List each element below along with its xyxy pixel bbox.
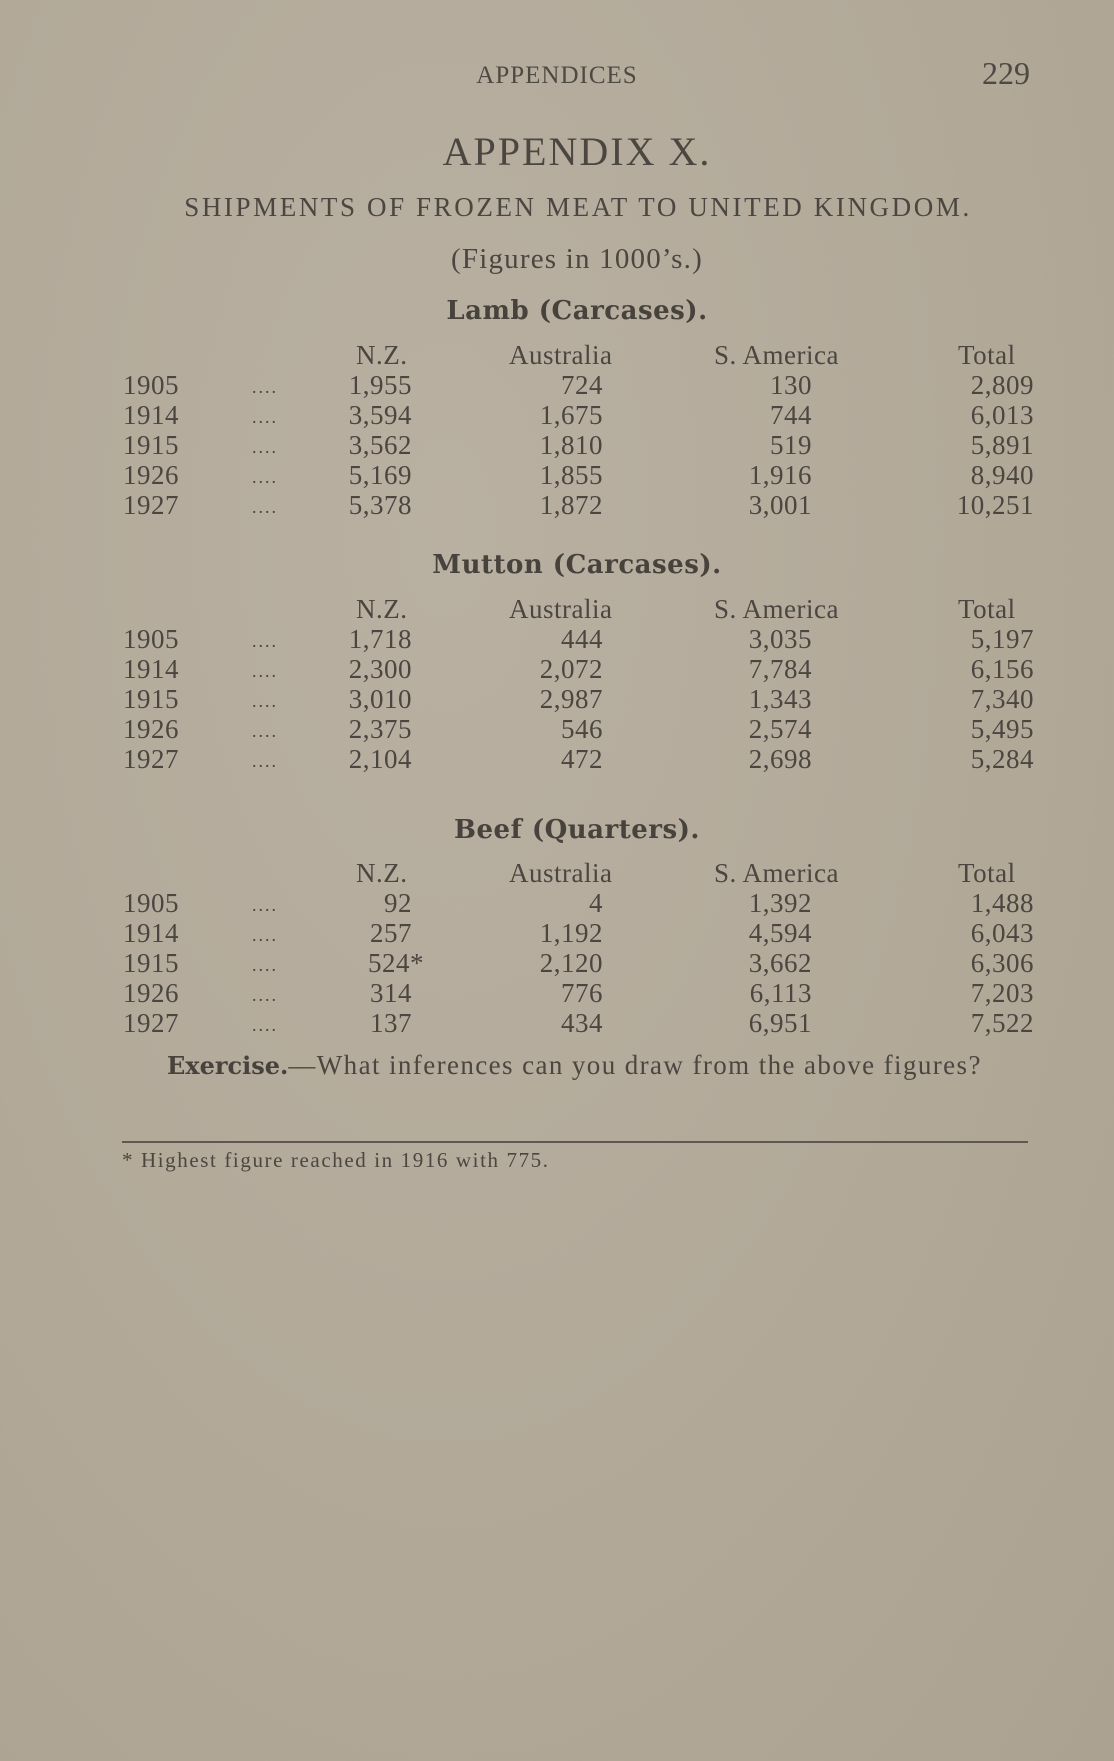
footnote-rule (122, 1141, 1028, 1143)
column-header-nz: N.Z. (356, 858, 408, 888)
year-cell: 1927 (123, 490, 179, 520)
table-row (0, 888, 1114, 918)
nz-cell: 5,378 (348, 490, 412, 520)
s-america-cell: 2,574 (748, 714, 812, 744)
year-cell: 1914 (123, 918, 179, 948)
table-row (0, 370, 1114, 400)
s-america-cell: 6,951 (748, 1008, 812, 1038)
s-america-cell: 1,343 (748, 684, 812, 714)
column-header-total: Total (958, 594, 1016, 624)
column-header-s-america: S. America (714, 340, 839, 370)
leader-dots: .... (252, 721, 278, 741)
leader-dots: .... (252, 985, 278, 1005)
column-header-australia: Australia (509, 340, 613, 370)
table-row (0, 684, 1114, 714)
year-cell: 1905 (123, 888, 179, 918)
nz-cell: 257 (370, 918, 412, 948)
total-cell: 5,284 (970, 744, 1034, 774)
running-head: APPENDICES (476, 62, 638, 89)
nz-cell: 2,375 (348, 714, 412, 744)
nz-cell: 5,169 (348, 460, 412, 490)
australia-cell: 434 (561, 1008, 603, 1038)
nz-cell: 314 (370, 978, 412, 1008)
leader-dots: .... (252, 955, 278, 975)
table-row (0, 978, 1114, 1008)
table-row (0, 490, 1114, 520)
page-number: 229 (982, 55, 1030, 91)
nz-cell: 3,562 (348, 430, 412, 460)
table-row (0, 744, 1114, 774)
table-header-mutton (0, 594, 1114, 624)
nz-cell: 92 (384, 888, 412, 918)
australia-cell: 1,855 (539, 460, 603, 490)
total-cell: 6,156 (970, 654, 1034, 684)
column-header-australia: Australia (509, 594, 613, 624)
australia-cell: 724 (561, 370, 603, 400)
s-america-cell: 7,784 (748, 654, 812, 684)
s-america-cell: 3,662 (748, 948, 812, 978)
nz-cell: 3,594 (348, 400, 412, 430)
table-row (0, 918, 1114, 948)
nz-cell: 1,718 (348, 624, 412, 654)
leader-dots: .... (252, 631, 278, 651)
table-row (0, 948, 1114, 978)
s-america-cell: 744 (770, 400, 812, 430)
year-cell: 1926 (123, 714, 179, 744)
total-cell: 7,340 (970, 684, 1034, 714)
leader-dots: .... (252, 661, 278, 681)
australia-cell: 1,675 (539, 400, 603, 430)
australia-cell: 472 (561, 744, 603, 774)
year-cell: 1914 (123, 654, 179, 684)
table-row (0, 654, 1114, 684)
table-row (0, 460, 1114, 490)
total-cell: 5,891 (970, 430, 1034, 460)
total-cell: 5,197 (970, 624, 1034, 654)
year-cell: 1905 (123, 624, 179, 654)
leader-dots: .... (252, 751, 278, 771)
australia-cell: 1,192 (539, 918, 603, 948)
table-row (0, 430, 1114, 460)
nz-cell: 1,955 (348, 370, 412, 400)
section-heading-beef: Beef (Quarters). (454, 815, 700, 845)
leader-dots: .... (252, 437, 278, 457)
year-cell: 1914 (123, 400, 179, 430)
nz-cell: 3,010 (348, 684, 412, 714)
year-cell: 1926 (123, 460, 179, 490)
s-america-cell: 1,392 (748, 888, 812, 918)
table-row (0, 1008, 1114, 1038)
leader-dots: .... (252, 467, 278, 487)
total-cell: 8,940 (970, 460, 1034, 490)
year-cell: 1926 (123, 978, 179, 1008)
subtitle: (Figures in 1000’s.) (451, 243, 703, 275)
nz-cell: 137 (370, 1008, 412, 1038)
total-cell: 6,306 (970, 948, 1034, 978)
australia-cell: 1,810 (539, 430, 603, 460)
australia-cell: 444 (561, 624, 603, 654)
column-header-nz: N.Z. (356, 594, 408, 624)
s-america-cell: 6,113 (749, 978, 812, 1008)
australia-cell: 776 (561, 978, 603, 1008)
s-america-cell: 2,698 (748, 744, 812, 774)
australia-cell: 2,120 (539, 948, 603, 978)
nz-cell: 2,104 (348, 744, 412, 774)
year-cell: 1927 (123, 744, 179, 774)
leader-dots: .... (252, 377, 278, 397)
column-header-s-america: S. America (714, 594, 839, 624)
total-cell: 5,495 (970, 714, 1034, 744)
exercise-text: —What inferences can you draw from the above figures? (288, 1050, 982, 1080)
exercise-paragraph (123, 1050, 1028, 1081)
australia-cell: 1,872 (539, 490, 603, 520)
section-heading-mutton: Mutton (Carcases). (432, 550, 722, 580)
main-title: SHIPMENTS OF FROZEN MEAT TO UNITED KINGDOM. (184, 192, 972, 222)
column-header-total: Total (958, 858, 1016, 888)
nz-cell: 524* (368, 948, 424, 978)
total-cell: 7,522 (970, 1008, 1034, 1038)
australia-cell: 546 (561, 714, 603, 744)
year-cell: 1905 (123, 370, 179, 400)
column-header-s-america: S. America (714, 858, 839, 888)
s-america-cell: 4,594 (748, 918, 812, 948)
column-header-nz: N.Z. (356, 340, 408, 370)
year-cell: 1927 (123, 1008, 179, 1038)
s-america-cell: 519 (770, 430, 812, 460)
s-america-cell: 3,035 (748, 624, 812, 654)
total-cell: 6,013 (970, 400, 1034, 430)
s-america-cell: 130 (770, 370, 812, 400)
leader-dots: .... (252, 1015, 278, 1035)
leader-dots: .... (252, 895, 278, 915)
appendix-title: APPENDIX X. (442, 129, 712, 174)
leader-dots: .... (252, 497, 278, 517)
exercise-lead: Exercise. (167, 1051, 289, 1080)
total-cell: 10,251 (956, 490, 1034, 520)
australia-cell: 2,987 (539, 684, 603, 714)
year-cell: 1915 (123, 430, 179, 460)
total-cell: 2,809 (970, 370, 1034, 400)
column-header-total: Total (958, 340, 1016, 370)
table-header-beef (0, 858, 1114, 888)
leader-dots: .... (252, 691, 278, 711)
year-cell: 1915 (123, 684, 179, 714)
total-cell: 7,203 (970, 978, 1034, 1008)
total-cell: 6,043 (970, 918, 1034, 948)
table-row (0, 624, 1114, 654)
footnote: * Highest figure reached in 1916 with 775. (122, 1148, 550, 1172)
australia-cell: 2,072 (539, 654, 603, 684)
total-cell: 1,488 (970, 888, 1034, 918)
table-row (0, 714, 1114, 744)
s-america-cell: 1,916 (748, 460, 812, 490)
leader-dots: .... (252, 407, 278, 427)
section-heading-lamb: Lamb (Carcases). (446, 296, 708, 326)
year-cell: 1915 (123, 948, 179, 978)
australia-cell: 4 (589, 888, 603, 918)
table-header-lamb (0, 340, 1114, 370)
leader-dots: .... (252, 925, 278, 945)
table-row (0, 400, 1114, 430)
s-america-cell: 3,001 (748, 490, 812, 520)
nz-cell: 2,300 (348, 654, 412, 684)
column-header-australia: Australia (509, 858, 613, 888)
